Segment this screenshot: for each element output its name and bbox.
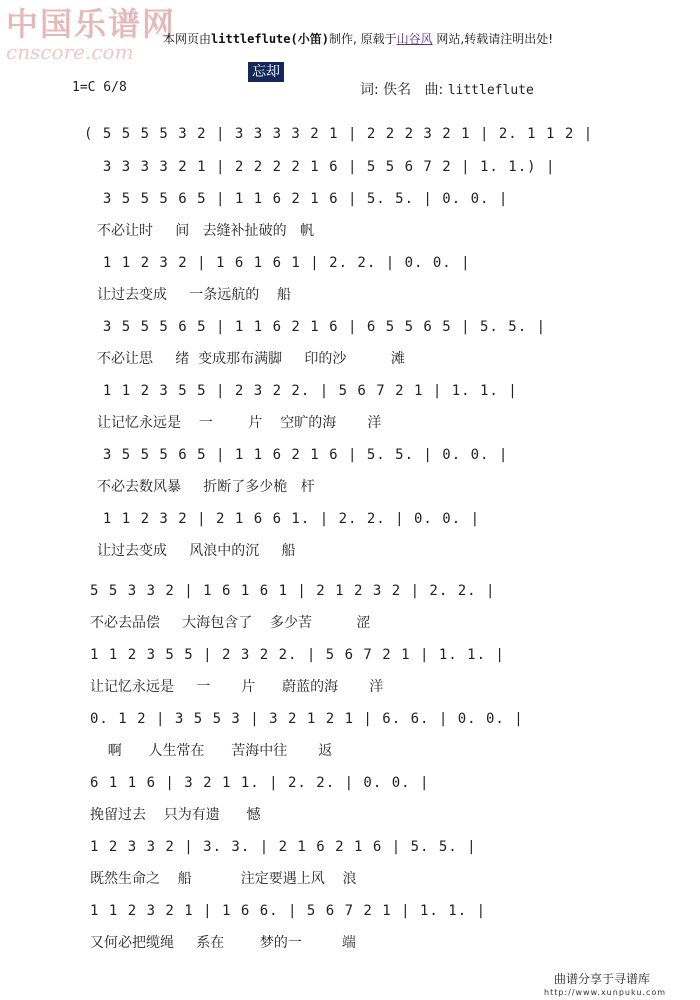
notation-row: 1 1 2 3 2 1 | 1 6 6. | 5 6 7 2 1 | 1. 1. | bbox=[90, 903, 487, 919]
notation-row: 1 1 2 3 2 | 2 1 6 6 1. | 2. 2. | 0. 0. | bbox=[84, 511, 481, 527]
source-site-link[interactable]: 山谷风 bbox=[396, 32, 433, 46]
lyric-line: 让过去变成 风浪中的沉 船 bbox=[97, 543, 296, 559]
notation-row: 1 1 2 3 5 5 | 2 3 2 2. | 5 6 7 2 1 | 1. 1. | bbox=[84, 383, 518, 399]
notation-row: 3 5 5 5 6 5 | 1 1 6 2 1 6 | 5. 5. | 0. 0. | bbox=[84, 191, 509, 207]
lyricist: 词: 佚名 bbox=[360, 82, 412, 98]
notice-mid: 制作, 原载于 bbox=[328, 32, 397, 46]
song-title: 忘却 bbox=[248, 62, 284, 82]
notation-row: 6 1 1 6 | 3 2 1 1. | 2. 2. | 0. 0. | bbox=[90, 775, 430, 791]
lyric-line: 让过去变成 一条远航的 船 bbox=[97, 287, 292, 303]
composer-label: 曲: bbox=[424, 82, 444, 98]
notice-author: littleflute(小笛) bbox=[211, 32, 329, 46]
notice-prefix: 本网页由 bbox=[163, 32, 212, 46]
lyric-line: 让记忆永远是 一 片 空旷的海 洋 bbox=[97, 415, 382, 431]
key-signature: 1=C 6/8 bbox=[72, 80, 127, 95]
lyric-line: 不必让思 绪 变成那布满脚 印的沙 滩 bbox=[97, 351, 405, 367]
lyric-line: 又何必把缆绳 系在 梦的一 端 bbox=[90, 935, 356, 951]
credits bbox=[360, 79, 534, 99]
notation-row: 5 5 3 3 2 | 1 6 1 6 1 | 2 1 2 3 2 | 2. 2. | bbox=[90, 583, 496, 599]
notation-row: 3 5 5 5 6 5 | 1 1 6 2 1 6 | 5. 5. | 0. 0. | bbox=[84, 447, 509, 463]
notation-row: 1 1 2 3 5 5 | 2 3 2 2. | 5 6 7 2 1 | 1. 1. | bbox=[90, 647, 505, 663]
notation-row: ( 5 5 5 5 3 2 | 3 3 3 3 2 1 | 2 2 2 3 2 1 | 2. 1 1 2 | bbox=[84, 126, 594, 142]
lyric-line: 让记忆永远是 一 片 蔚蓝的海 洋 bbox=[90, 679, 384, 695]
lyric-line: 不必让时 间 去缝补扯破的 帆 bbox=[97, 223, 314, 239]
footer-url[interactable]: http://www.xunpuku.com bbox=[544, 988, 667, 997]
notice-suffix: 网站,转载请注明出处! bbox=[432, 32, 554, 46]
watermark bbox=[6, 6, 176, 64]
notation-row: 3 3 3 3 2 1 | 2 2 2 2 1 6 | 5 5 6 7 2 | 1. 1.) | bbox=[84, 159, 556, 175]
notation-row: 3 5 5 5 6 5 | 1 1 6 2 1 6 | 6 5 5 6 5 | 5. 5. | bbox=[84, 319, 547, 335]
watermark-text: 中国乐谱网 bbox=[6, 5, 177, 43]
lyric-line: 不必去品偿 大海包含了 多少苦 涩 bbox=[90, 615, 371, 631]
notation-row: 1 1 2 3 2 | 1 6 1 6 1 | 2. 2. | 0. 0. | bbox=[84, 255, 471, 271]
copyright-notice bbox=[163, 30, 553, 47]
lyric-line: 挽留过去 只为有遗 憾 bbox=[90, 807, 261, 823]
composer: littleflute bbox=[447, 83, 534, 98]
lyric-line: 啊 人生常在 苦海中往 返 bbox=[90, 743, 333, 759]
footer-credit: 曲谱分享于寻谱库 bbox=[554, 972, 651, 986]
lyric-line: 不必去数风暴 折断了多少桅 杆 bbox=[97, 479, 315, 495]
notation-row: 1 2 3 3 2 | 3. 3. | 2 1 6 2 1 6 | 5. 5. | bbox=[90, 839, 477, 855]
notation-row: 0. 1 2 | 3 5 5 3 | 3 2 1 2 1 | 6. 6. | 0. 0. | bbox=[90, 711, 524, 727]
watermark-url: cnscore.com bbox=[6, 40, 134, 64]
lyric-line: 既然生命之 船 注定要遇上风 浪 bbox=[90, 871, 357, 887]
